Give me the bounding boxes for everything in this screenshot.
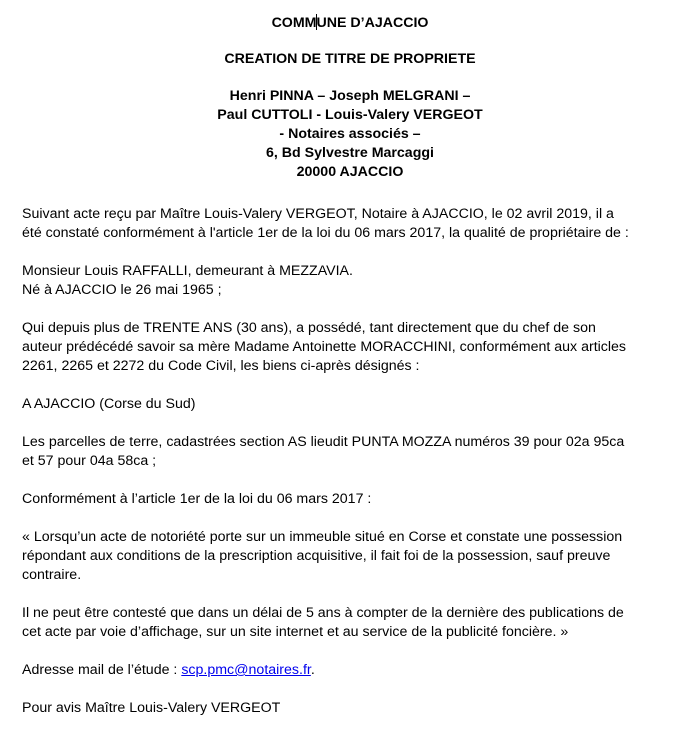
paragraph-email <box>22 661 692 680</box>
email-suffix: . <box>310 662 315 678</box>
text-line: contraire. <box>22 567 82 583</box>
email-label: Adresse mail de l’étude : <box>22 662 182 678</box>
text-line: Qui depuis plus de TRENTE ANS (30 ans), a possédé, tant directement que du chef de son <box>22 320 596 336</box>
paragraph-quote-2 <box>22 604 692 642</box>
text-line: Suivant acte reçu par Maître Louis-Valery VERGEOT, Notaire à AJACCIO, le 02 avril 2019, il a <box>22 206 614 222</box>
paragraph-possession <box>22 319 692 376</box>
paragraph-law-reference: Conformément à l’article 1er de la loi du 06 mars 2017 : <box>22 491 372 507</box>
text-line: « Lorsqu’un acte de notoriété porte sur un immeuble situé en Corse et constate une possession <box>22 529 623 545</box>
document-title: CREATION DE TITRE DE PROPRIETE <box>224 51 476 67</box>
text-line: été constaté conformément à l'article 1er de la loi du 06 mars 2017, la qualité de propriétaire de : <box>22 225 629 241</box>
notaries-line-3: - Notaires associés – <box>279 126 421 142</box>
text-line: Né à AJACCIO le 26 mai 1965 ; <box>22 282 222 298</box>
paragraph-signature: Pour avis Maître Louis-Valery VERGEOT <box>22 700 281 716</box>
text-line: et 57 pour 04a 58ca ; <box>22 453 157 469</box>
email-link[interactable]: scp.pmc@notaires.fr <box>181 662 311 678</box>
paragraph-quote-1 <box>22 528 692 585</box>
notary-block <box>0 87 700 182</box>
commune-heading-part1: COMM <box>271 15 317 31</box>
notaries-line-1: Henri PINNA – Joseph MELGRANI – <box>229 88 471 104</box>
address-line-1: 6, Bd Sylvestre Marcaggi <box>266 145 434 161</box>
text-line: cet acte par voie d’affichage, sur un site internet et au service de la publicité foncière. » <box>22 624 569 640</box>
paragraph-owner <box>22 262 692 300</box>
commune-heading-part2: UNE D’AJACCIO <box>316 15 429 31</box>
text-line: Monsieur Louis RAFFALLI, demeurant à MEZZAVIA. <box>22 263 353 279</box>
text-line: Les parcelles de terre, cadastrées section AS lieudit PUNTA MOZZA numéros 39 pour 02a 95ca <box>22 434 625 450</box>
document-body <box>22 205 692 737</box>
paragraph-parcels <box>22 433 692 471</box>
text-line: répondant aux conditions de la prescription acquisitive, il fait foi de la possession, sauf preuve <box>22 548 611 564</box>
commune-heading <box>0 14 700 33</box>
paragraph-act <box>22 205 692 243</box>
paragraph-location: A AJACCIO (Corse du Sud) <box>22 396 196 412</box>
address-line-2: 20000 AJACCIO <box>296 164 404 180</box>
text-line: auteur prédécédé savoir sa mère Madame Antoinette MORACCHINI, conformément aux articles <box>22 339 627 355</box>
notaries-line-2: Paul CUTTOLI - Louis-Valery VERGEOT <box>217 107 483 123</box>
text-line: Il ne peut être contesté que dans un délai de 5 ans à compter de la dernière des publications de <box>22 605 624 621</box>
text-line: 2261, 2265 et 2272 du Code Civil, les biens ci-après désignés : <box>22 358 420 374</box>
